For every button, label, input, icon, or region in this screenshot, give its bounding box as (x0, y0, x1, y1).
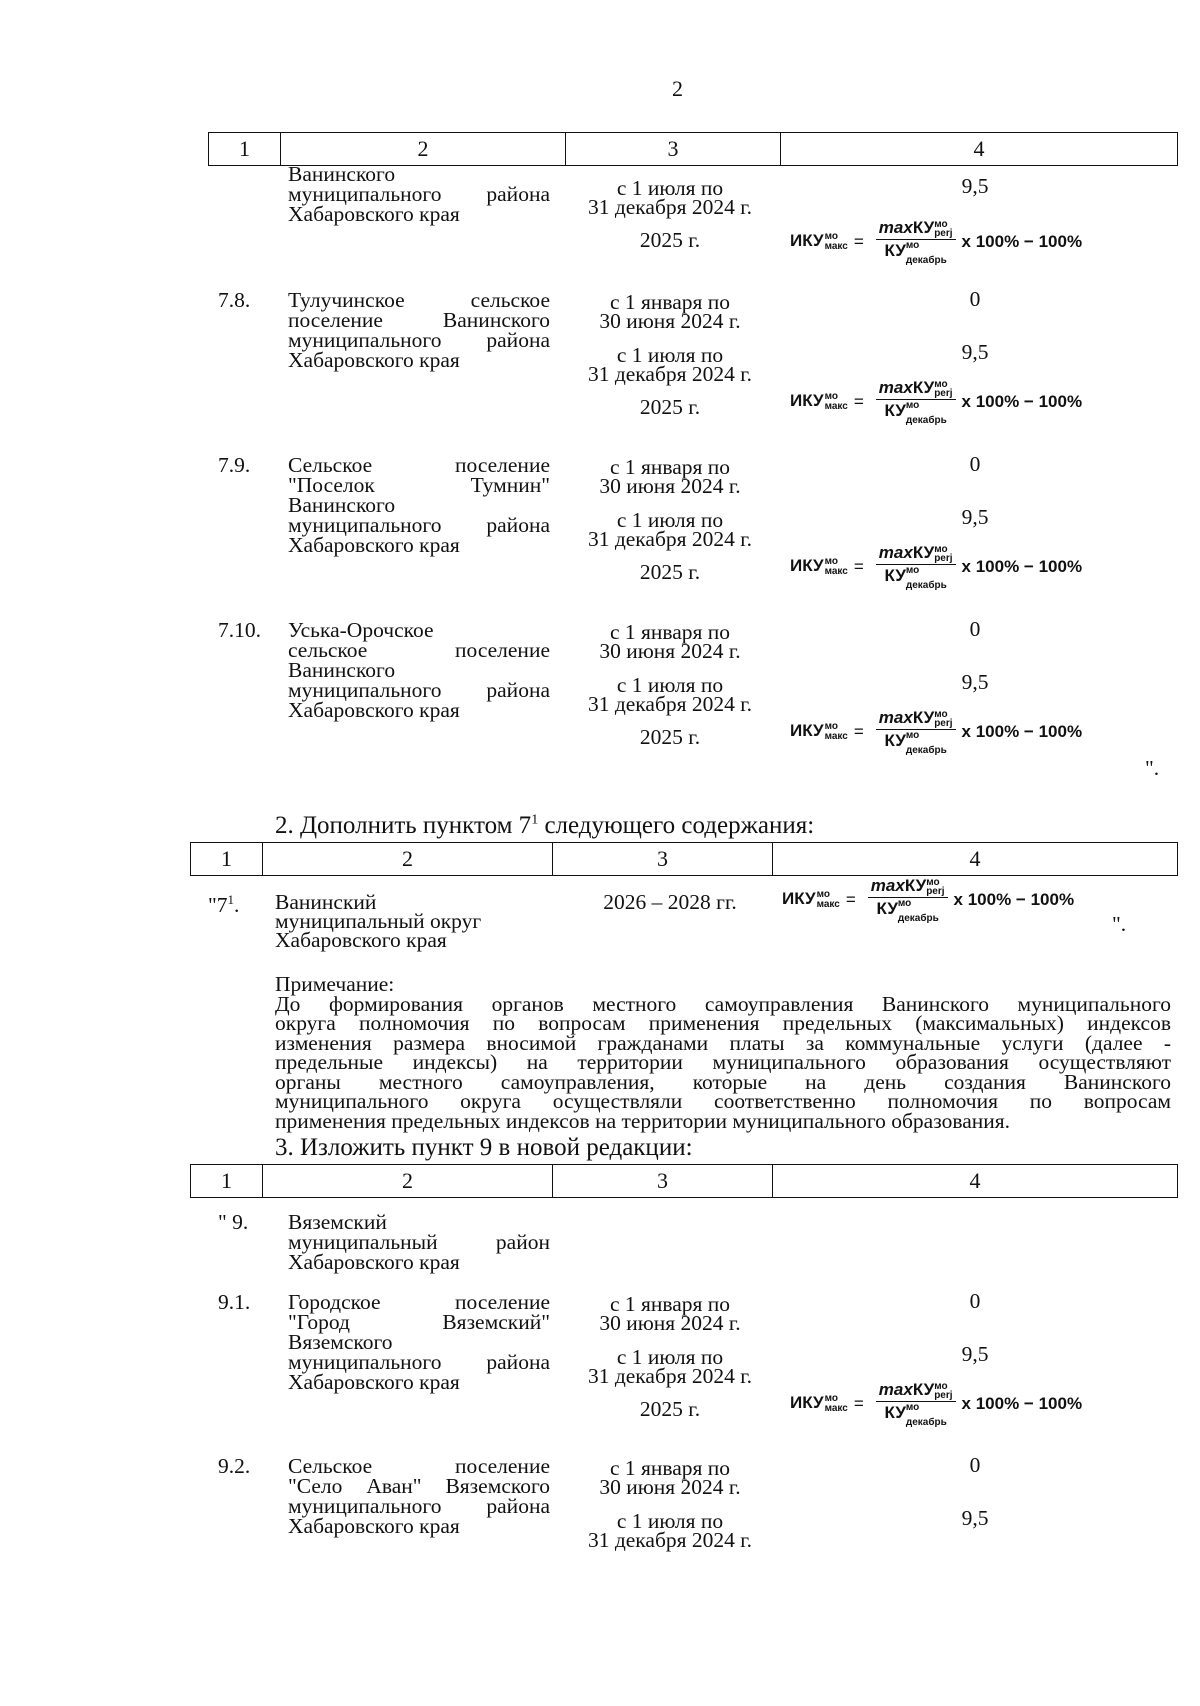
row-name: "Город Вяземский" (288, 1310, 550, 1334)
period: 30 июня 2024 г. (599, 474, 741, 498)
period: 30 июня 2024 г. (599, 1475, 741, 1499)
formula-rest: x 100% − 100% (961, 721, 1083, 741)
index-formula (790, 708, 1082, 755)
row-number: 7.9. (218, 453, 251, 477)
period: 31 декабря 2024 г. (587, 1528, 753, 1552)
period: 31 декабря 2024 г. (587, 362, 753, 386)
row-number: 9.1. (218, 1290, 251, 1314)
row-name: Тулучинское сельское (288, 288, 550, 312)
formula-lhs: ИКУ мо макс (790, 230, 848, 252)
row-name: муниципального района (288, 1350, 550, 1374)
period: 2025 г. (639, 1397, 701, 1421)
row-name: Хабаровского края (288, 698, 460, 722)
row-name: муниципальный округ (275, 909, 482, 933)
index-value: 0 (969, 1289, 981, 1313)
formula-rest: x 100% − 100% (961, 556, 1083, 576)
row-name: поселение Ванинского (288, 308, 550, 332)
index-formula (790, 1380, 1082, 1427)
index-formula (790, 218, 1082, 265)
row-name: Хабаровского края (288, 1370, 460, 1394)
row-name: Хабаровского края (288, 348, 460, 372)
row-number: " 9. (218, 1210, 249, 1234)
table2-header (190, 842, 1178, 876)
closing-quote: ". (1145, 756, 1160, 780)
note-title: Примечание: (275, 972, 395, 996)
period: с 1 июля по (616, 673, 724, 697)
equals-sign: = (853, 556, 864, 576)
period: 31 декабря 2024 г. (587, 195, 753, 219)
row-name: Хабаровского края (288, 202, 460, 226)
row-name: Ванинский (275, 890, 377, 914)
equals-sign: = (853, 721, 864, 741)
row-name: Хабаровского края (288, 533, 460, 557)
equals-sign: = (853, 1393, 864, 1413)
row-name: Вяземского (288, 1330, 393, 1354)
index-value: 9,5 (961, 1506, 989, 1530)
period: 30 июня 2024 г. (599, 639, 741, 663)
row-name: муниципального района (288, 678, 550, 702)
index-value: 9,5 (961, 670, 989, 694)
col-header: 1 (191, 843, 263, 875)
period: 2025 г. (639, 395, 701, 419)
formula-rest: x 100% − 100% (961, 391, 1083, 411)
equals-sign: = (853, 391, 864, 411)
index-formula (782, 876, 1074, 923)
row-number: 9.2. (218, 1454, 251, 1478)
period: с 1 июля по (616, 343, 724, 367)
period: с 1 июля по (616, 508, 724, 532)
period: с 1 июля по (616, 1509, 724, 1533)
note-line: органы местного самоуправления, которые на день создания Ванинского (275, 1069, 1171, 1094)
row-name: муниципального района (288, 513, 550, 537)
formula-rest: x 100% − 100% (961, 1393, 1083, 1413)
formula-fraction: maxКУ мо perj КУ мо декабрь (876, 543, 956, 590)
row-name: Хабаровского края (288, 1250, 460, 1274)
row-name: Уська-Орочское (288, 618, 434, 642)
col-header: 2 (263, 843, 553, 875)
formula-lhs: ИКУ мо макс (790, 555, 848, 577)
formula-fraction: maxКУ мо perj КУ мо декабрь (876, 378, 956, 425)
note-line: округа полномочия по вопросам применения предельных (максимальных) индексов (275, 1011, 1171, 1035)
row-name: "Село Аван" Вяземского (288, 1474, 550, 1498)
index-formula (790, 543, 1082, 590)
col-header: 1 (191, 1165, 263, 1197)
index-value: 0 (969, 1453, 981, 1477)
row-name: Ванинского (288, 162, 396, 186)
index-value: 9,5 (961, 340, 989, 364)
row-number: 7.10. (218, 618, 261, 642)
period: 2025 г. (639, 725, 701, 749)
row-name: Городское поселение (288, 1290, 550, 1314)
period: с 1 июля по (616, 1345, 724, 1369)
table1-header (208, 132, 1178, 166)
col-header: 4 (973, 136, 985, 161)
col-header: 1 (209, 133, 281, 165)
row-name: "Поселок Тумнин" (288, 473, 550, 497)
section-3-heading: 3. Изложить пункт 9 в новой редакции: (275, 1134, 693, 1161)
period: 30 июня 2024 г. (599, 1311, 741, 1335)
col-header: 3 (566, 133, 781, 165)
period: с 1 января по (609, 1456, 731, 1480)
period: 30 июня 2024 г. (599, 309, 741, 333)
note-line: муниципального округа осуществляли соответственно полномочия по вопросам (275, 1089, 1171, 1113)
row-name: Хабаровского края (275, 928, 447, 952)
formula-lhs: ИКУ мо макс (790, 1392, 848, 1414)
equals-sign: = (845, 889, 856, 909)
row-name: муниципального района (288, 1494, 550, 1518)
row-name: муниципальный район (288, 1230, 550, 1254)
index-value: 9,5 (961, 174, 989, 198)
period: 31 декабря 2024 г. (587, 692, 753, 716)
row-name: Сельское поселение (288, 453, 550, 477)
row-name: муниципального района (288, 182, 550, 206)
period: с 1 января по (609, 290, 731, 314)
index-value: 0 (969, 617, 981, 641)
period: с 1 июля по (616, 176, 724, 200)
period: с 1 января по (609, 1292, 731, 1316)
section-2-heading: 2. Дополнить пунктом $7^1$ следующего содержания: (275, 812, 815, 839)
row-name: муниципального района (288, 328, 550, 352)
row-name: Хабаровского края (288, 1514, 460, 1538)
period: 31 декабря 2024 г. (587, 527, 753, 551)
col-header: 3 (553, 843, 773, 875)
closing-quote: ". (1112, 912, 1127, 936)
note (275, 972, 1171, 1133)
col-header: 4 (969, 1168, 981, 1193)
index-value: 0 (969, 452, 981, 476)
formula-fraction: maxКУ мо perj КУ мо декабрь (876, 708, 956, 755)
note-line: предельные индексы) на территории муниципального образования осуществляют (275, 1050, 1171, 1074)
formula-rest: x 100% − 100% (953, 889, 1075, 909)
formula-lhs: ИКУ мо макс (782, 888, 840, 910)
col-header: 2 (281, 133, 566, 165)
formula-fraction: maxКУ мо perj КУ мо декабрь (868, 876, 948, 923)
period: 2025 г. (639, 560, 701, 584)
formula-lhs: ИКУ мо макс (790, 390, 848, 412)
row-number: 7.8. (218, 288, 251, 312)
formula-lhs: ИКУ мо макс (790, 720, 848, 742)
formula-rest: x 100% − 100% (961, 231, 1083, 251)
equals-sign: = (853, 231, 864, 251)
period: 2026 – 2028 гг. (603, 890, 737, 914)
period: с 1 января по (609, 455, 731, 479)
note-line: До формирования органов местного самоуправления Ванинского муниципального (275, 991, 1171, 1016)
period: 31 декабря 2024 г. (587, 1364, 753, 1388)
formula-fraction: maxКУ мо perj КУ мо декабрь (876, 1380, 956, 1427)
index-value: 9,5 (961, 1342, 989, 1366)
row-name: Ванинского (288, 658, 396, 682)
row-name: Вяземский (288, 1210, 387, 1234)
formula-fraction: maxКУ мо perj КУ мо декабрь (876, 218, 956, 265)
col-header: 4 (969, 846, 981, 871)
table3-header (190, 1164, 1178, 1198)
col-header: 2 (263, 1165, 553, 1197)
index-value: 9,5 (961, 505, 989, 529)
period: 2025 г. (639, 228, 701, 252)
note-line: применения предельных индексов на территории муниципального образования. (275, 1108, 1011, 1133)
col-header: 3 (553, 1165, 773, 1197)
row-name: Сельское поселение (288, 1454, 550, 1478)
index-value: 0 (969, 287, 981, 311)
index-formula (790, 378, 1082, 425)
row-name: сельское поселение (288, 638, 550, 662)
row-name: Ванинского (288, 493, 396, 517)
period: с 1 января по (609, 620, 731, 644)
row-number: "$7^1$. (208, 892, 240, 918)
note-line: изменения размера вносимой гражданами платы за коммунальные услуги (далее - (275, 1030, 1171, 1055)
